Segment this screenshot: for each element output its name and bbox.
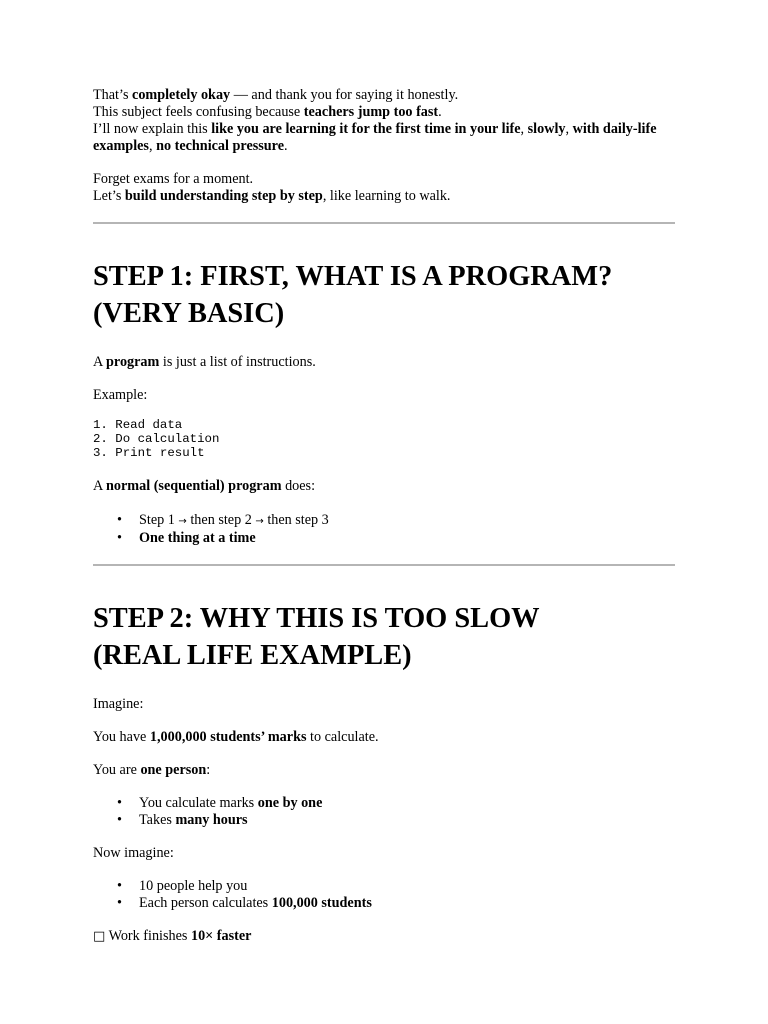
document-page [93,87,675,945]
text: does: [281,478,316,494]
bold-text: normal (sequential) program [106,478,282,494]
text: Step 1 [139,512,179,528]
bold-text: 1,000,000 students’ marks [149,729,307,745]
intro-line: Forget exams for a moment. [93,171,254,187]
heading-line: STEP 1: FIRST, WHAT IS A PROGRAM? [93,261,613,292]
bold-text: teachers jump too fast [303,104,439,120]
text: , [520,121,528,137]
bold-text: program [106,354,160,370]
text: Each person calculates [139,895,272,911]
text: You are [93,762,141,778]
bold-text: One thing at a time [139,530,256,546]
bullet-list [93,878,675,912]
text: A [93,354,107,370]
text: You have [93,729,150,745]
intro-paragraph-2 [93,171,675,205]
text: — and thank you for saying it honestly. [230,87,459,103]
text: . [284,138,288,154]
text: to calculate. [306,729,379,745]
text: A [93,478,107,494]
text: Let’s [93,188,125,204]
text: : [206,762,211,778]
text: then step 2 [186,512,256,528]
step1-paragraph [93,354,675,371]
step1-heading [93,258,675,332]
bold-text: many hours [175,812,248,828]
bold-text: one by one [257,795,323,811]
divider [93,564,675,566]
step1-example-label: Example: [93,387,148,403]
list-item [139,795,675,812]
list-item: • 10 people help you [139,878,675,895]
right-arrow-icon: → [255,516,264,527]
text: Takes [139,812,176,828]
step2-paragraph [93,928,675,945]
text: Work finishes [105,928,191,944]
step1-paragraph [93,478,675,495]
heading-line: STEP 2: WHY THIS IS TOO SLOW [93,603,540,634]
text: , like learning to walk. [322,188,451,204]
bold-text: build understanding step by step [124,188,323,204]
text: , [148,138,157,154]
bold-text: no technical pressure [156,138,285,154]
heading-line: (REAL LIFE EXAMPLE) [93,640,412,671]
right-arrow-icon: → [178,516,187,527]
bullet-list [93,512,675,547]
text: , [565,121,573,137]
code-line: 3. Print result [93,446,205,460]
text: is just a list of instructions. [159,354,316,370]
intro-line [93,87,675,104]
text: I’ll now explain this [93,121,212,137]
code-block [93,418,675,460]
text: then step 3 [263,512,329,528]
intro-line [93,104,675,121]
list-item [139,530,675,547]
code-line: 1. Read data [93,418,183,432]
heading-line: (VERY BASIC) [93,298,285,329]
list-item [139,812,675,829]
step2-paragraph: Imagine: [93,696,144,712]
step2-paragraph [93,762,675,779]
divider [93,222,675,224]
bold-text: with daily-life examples [93,121,657,154]
step2-paragraph: Now imagine: [93,845,174,861]
intro-line [93,188,675,205]
bold-text: 10× faster [190,928,252,944]
bold-text: 100,000 students [271,895,372,911]
list-item [139,512,675,530]
bullet-list [93,795,675,829]
bold-text: one person [140,762,207,778]
list-item [139,895,675,912]
text: You calculate marks [139,795,258,811]
step2-heading [93,600,675,674]
bold-text: slowly [527,121,566,137]
text: . [438,104,442,120]
text: This subject feels confusing because [93,104,304,120]
bold-text: completely okay [132,87,231,103]
text: That’s [93,87,133,103]
intro-paragraph [93,87,675,155]
bold-text: like you are learning it for the first time in your life [211,121,521,137]
missing-glyph-icon: □ [93,929,106,944]
code-line: 2. Do calculation [93,432,220,446]
intro-line [93,121,675,155]
step2-paragraph [93,729,675,746]
